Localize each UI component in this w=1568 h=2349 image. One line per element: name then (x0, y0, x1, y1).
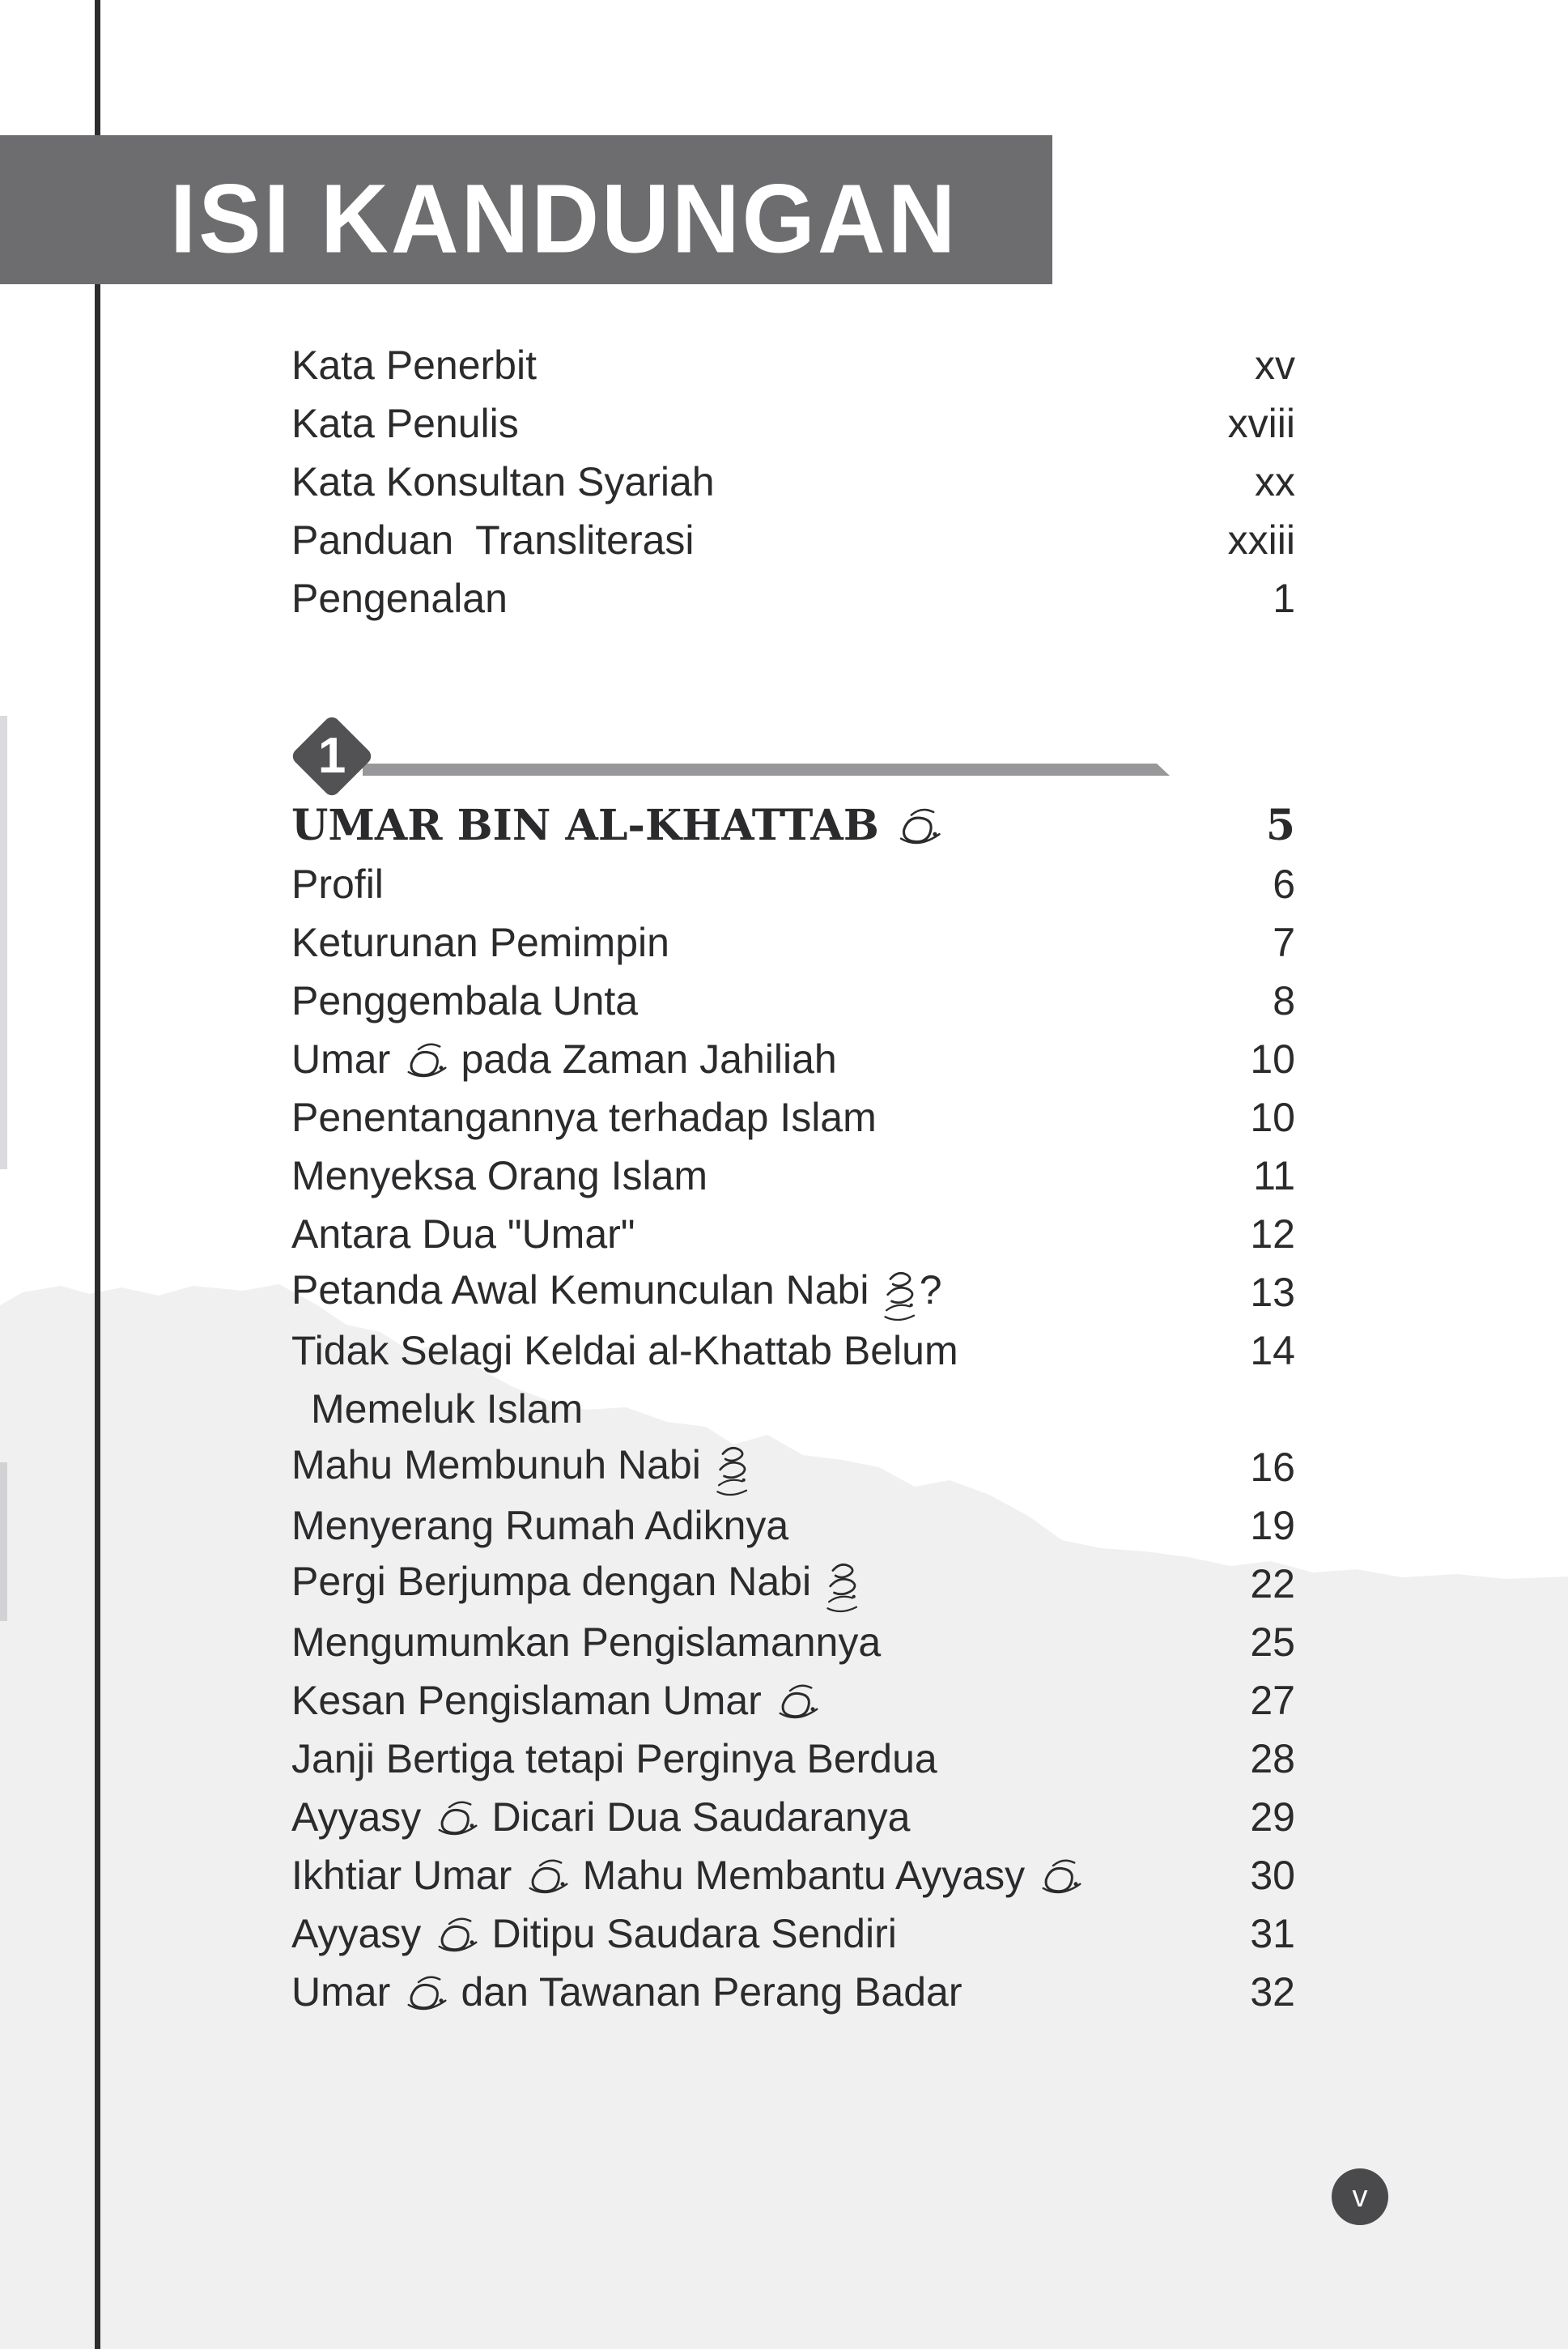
chapter-entry-list (291, 797, 1295, 2021)
toc-entry (291, 569, 1295, 628)
toc-entry-title: Profil (291, 862, 384, 907)
toc-entry-page: 28 (1250, 1736, 1295, 1781)
toc-entry-title: Menyerang Rumah Adiknya (291, 1503, 789, 1548)
toc-entry (291, 1963, 1295, 2021)
toc-entry-page: 10 (1250, 1095, 1295, 1140)
toc-entry-page: 10 (1250, 1036, 1295, 1082)
toc-entry-title: Tidak Selagi Keldai al-Khattab Belum (291, 1328, 958, 1373)
toc-entry-page: xviii (1227, 401, 1295, 446)
toc-entry-page: 31 (1250, 1911, 1295, 1956)
toc-entry (291, 1555, 1295, 1613)
toc-entry (291, 1030, 1295, 1088)
toc-entry-title: Kata Penerbit (291, 343, 537, 388)
toc-entry-page: 32 (1250, 1969, 1295, 2015)
radiallahu-anhu-symbol (432, 1796, 481, 1839)
toc-entry-title: Penentangannya terhadap Islam (291, 1095, 877, 1140)
toc-entry (291, 453, 1295, 511)
radiallahu-anhu-symbol (523, 1854, 572, 1897)
toc-entry-title: Keturunan Pemimpin (291, 920, 669, 965)
toc-entry-title: Pengenalan (291, 576, 508, 621)
toc-entry-title: Menyeksa Orang Islam (291, 1153, 708, 1198)
toc-entry-page: xv (1255, 343, 1295, 388)
sallallahu-alayhi-wasallam-symbol (712, 1442, 751, 1500)
radiallahu-anhu-symbol (402, 1038, 450, 1081)
left-edge-tab-top (0, 716, 7, 1169)
toc-entry-title: Penggembala Unta (291, 978, 639, 1023)
toc-entry-page: 30 (1250, 1853, 1295, 1898)
toc-entry-page: 8 (1273, 978, 1295, 1023)
toc-entry-page: 6 (1273, 862, 1295, 907)
toc-entry-page: 29 (1250, 1794, 1295, 1840)
toc-entry-page: 22 (1250, 1561, 1295, 1606)
radiallahu-anhu-symbol (894, 803, 944, 848)
toc-entry-title: Pergi Berjumpa dengan Nabi (291, 1552, 1250, 1616)
toc-entry (291, 1088, 1295, 1147)
toc-entry (291, 1205, 1295, 1263)
toc-entry (291, 913, 1295, 972)
page-title: ISI KANDUNGAN (170, 164, 958, 274)
toc-entry-title: Mengumumkan Pengislamannya (291, 1619, 882, 1665)
toc-entry (291, 855, 1295, 913)
toc-entry-page: xxiii (1227, 517, 1295, 563)
chapter-marker-bar (363, 764, 1170, 776)
toc-entry (291, 1788, 1295, 1846)
footer-page-number: v (1352, 2180, 1368, 2214)
toc-entry-title: Ayyasy Ditipu Saudara Sendiri (291, 1911, 897, 1956)
radiallahu-anhu-symbol (402, 1971, 450, 2014)
toc-entry-page: 13 (1250, 1270, 1295, 1315)
toc-entry (291, 336, 1295, 394)
toc-entry (291, 972, 1295, 1030)
front-matter-list (291, 336, 1295, 628)
toc-entry-page: 14 (1250, 1328, 1295, 1373)
toc-entry (291, 1147, 1295, 1205)
toc-entry-title: Kata Penulis (291, 401, 519, 446)
toc-entry-page: 11 (1253, 1153, 1295, 1198)
toc-entry-page: 5 (1265, 801, 1295, 850)
toc-entry-title: Kesan Pengislaman Umar (291, 1671, 1250, 1730)
toc-entry (291, 1904, 1295, 1963)
toc-entry (291, 1846, 1295, 1904)
header-banner (0, 135, 1052, 284)
toc-entry (291, 797, 1295, 855)
sallallahu-alayhi-wasallam-symbol (822, 1559, 861, 1616)
toc-entry-title: UMAR BIN AL-KHATTAB (291, 797, 1266, 855)
toc-entry-title: Panduan Transliterasi (291, 517, 695, 563)
toc-entry-page: 27 (1250, 1678, 1295, 1723)
toc-entry-page: 25 (1250, 1619, 1295, 1665)
toc-entry (291, 1321, 1295, 1380)
sallallahu-alayhi-wasallam-symbol (880, 1267, 919, 1325)
toc-entry (291, 1263, 1295, 1321)
toc-entry-title: Petanda Awal Kemunculan Nabi ? (291, 1261, 1250, 1325)
chapter-number: 1 (317, 727, 346, 784)
toc-entry-title: Ikhtiar Umar Mahu Membantu Ayyasy (291, 1846, 1250, 1904)
radiallahu-anhu-symbol (1036, 1854, 1085, 1897)
toc-entry-title: Memeluk Islam (311, 1386, 584, 1432)
footer-page-badge (1332, 2168, 1388, 2225)
toc-entry-title: Mahu Membunuh Nabi (291, 1436, 1250, 1500)
toc-entry-title: Antara Dua "Umar" (291, 1211, 635, 1257)
toc-entry-title: Janji Bertiga tetapi Perginya Berdua (291, 1736, 937, 1781)
radiallahu-anhu-symbol (432, 1913, 481, 1955)
radiallahu-anhu-symbol (773, 1679, 822, 1722)
toc-entry (291, 1613, 1295, 1671)
toc-entry (291, 1730, 1295, 1788)
toc-entry-page: 7 (1273, 920, 1295, 965)
toc-entry-page: 16 (1250, 1445, 1295, 1490)
toc-entry-page: 12 (1250, 1211, 1295, 1257)
toc-entry (291, 394, 1295, 453)
toc-entry-title: Ayyasy Dicari Dua Saudaranya (291, 1794, 911, 1840)
toc-entry (291, 511, 1295, 569)
toc-entry-page: xx (1255, 459, 1295, 504)
toc-entry (291, 1438, 1295, 1496)
left-edge-tab-bottom (0, 1462, 7, 1621)
toc-entry (291, 1380, 1295, 1438)
left-vertical-rule (95, 0, 100, 2349)
toc-entry-page: 19 (1250, 1503, 1295, 1548)
toc-entry-title: Umar pada Zaman Jahiliah (291, 1036, 837, 1082)
toc-entry-page: 1 (1273, 576, 1295, 621)
toc-entry-title: Kata Konsultan Syariah (291, 459, 715, 504)
toc-entry-title: Umar dan Tawanan Perang Badar (291, 1969, 962, 2015)
toc-entry (291, 1671, 1295, 1730)
toc-entry (291, 1496, 1295, 1555)
